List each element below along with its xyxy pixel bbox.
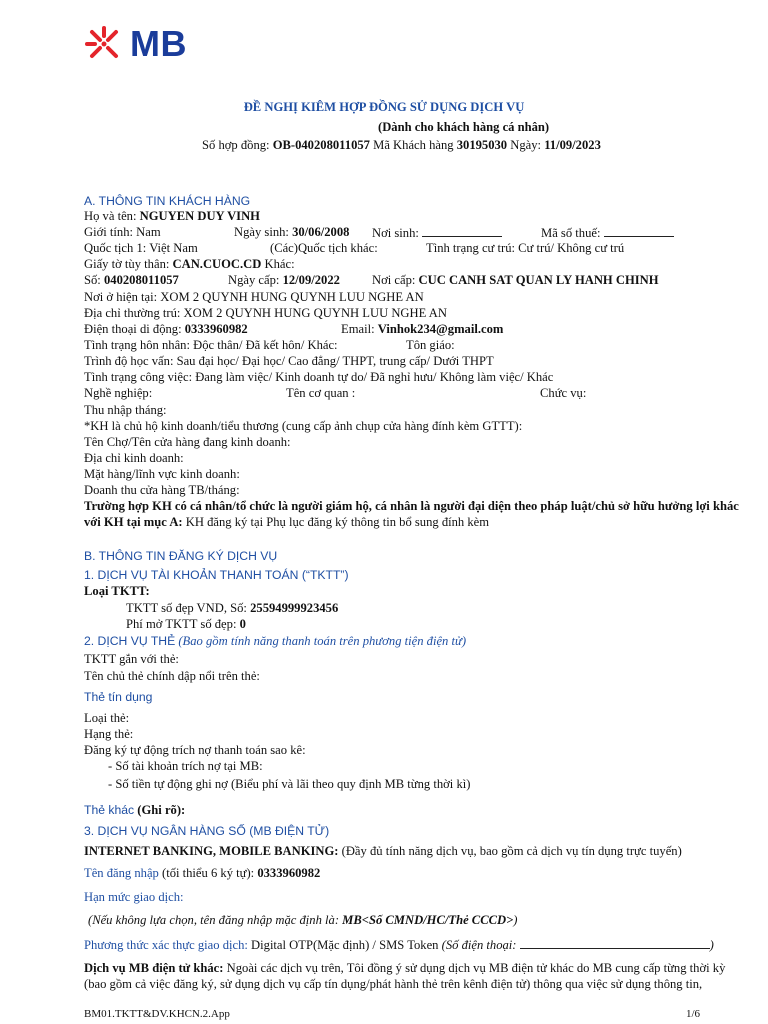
beneficial-owner-note-rest: KH đăng ký tại Phụ lục đăng ký thông tin bổ sung đính kèm bbox=[185, 515, 490, 529]
username-row bbox=[84, 866, 320, 881]
beneficial-owner-note-2 bbox=[84, 515, 489, 530]
internet-banking-label: INTERNET BANKING, MOBILE BANKING: bbox=[84, 844, 339, 858]
auth-phone-label: (Số điện thoại: bbox=[441, 938, 517, 952]
section-b-heading: B. THÔNG TIN ĐĂNG KÝ DỊCH VỤ bbox=[84, 549, 278, 563]
account-number-label: TKTT số đẹp VND, Số: bbox=[126, 601, 247, 615]
default-username-text: (Nếu không lựa chọn, tên đăng nhập mặc định là: bbox=[88, 913, 340, 927]
gender-value: Nam bbox=[136, 225, 161, 239]
other-services-row-1 bbox=[84, 961, 725, 976]
auth-method-value: Digital OTP(Mặc định) / SMS Token bbox=[251, 938, 439, 952]
internet-banking-desc: (Đầy đủ tính năng dịch vụ, bao gồm cả dịch vụ tín dụng trực tuyến) bbox=[341, 844, 682, 858]
other-card-row bbox=[84, 803, 185, 818]
agency-label: Tên cơ quan : bbox=[286, 386, 356, 400]
account-fee-row bbox=[126, 617, 246, 632]
id-doc-row bbox=[84, 257, 295, 272]
account-number-row bbox=[126, 601, 338, 616]
customer-name: NGUYEN DUY VINH bbox=[139, 209, 260, 223]
pob-blank bbox=[422, 225, 502, 237]
name-label: Họ và tên: bbox=[84, 209, 137, 223]
contract-number: OB-040208011057 bbox=[272, 138, 370, 152]
pob-label: Nơi sinh: bbox=[372, 226, 419, 240]
issue-date-value: 12/09/2022 bbox=[282, 273, 340, 287]
current-address-row bbox=[84, 290, 424, 305]
bullet-dash: - bbox=[108, 777, 116, 791]
pob-group bbox=[372, 225, 502, 241]
contract-label: Số hợp đồng: bbox=[202, 138, 270, 152]
document-title: ĐỀ NGHỊ KIÊM HỢP ĐỒNG SỬ DỤNG DỊCH VỤ bbox=[243, 100, 525, 114]
id-doc-other: Khác: bbox=[264, 257, 295, 271]
occupation-label: Nghề nghiệp: bbox=[84, 386, 153, 400]
business-address-label: Địa chỉ kinh doanh: bbox=[84, 451, 184, 465]
education-level: Trình độ học vấn: Sau đại học/ Đại học/ Cao đẳng/ THPT, trung cấp/ Dưới THPT bbox=[84, 354, 494, 368]
debit-account-row bbox=[108, 759, 263, 774]
beneficial-owner-note-1: Trường hợp KH có cá nhân/tổ chức là người giám hộ, cá nhân là người đại diện theo pháp luật/chủ sở hữu hưởng lợi khác bbox=[84, 499, 739, 513]
phone-group bbox=[84, 322, 248, 337]
phone-label: Điện thoại di động: bbox=[84, 322, 182, 336]
gender-label: Giới tính: bbox=[84, 225, 133, 239]
mb-star-icon bbox=[84, 26, 124, 62]
marital-status: Tình trạng hôn nhân: Độc thân/ Đã kết hôn/ Khác: bbox=[84, 338, 338, 352]
residency-label: Tình trạng cư trú: Cư trú/ Không cư trú bbox=[426, 241, 625, 255]
credit-card-heading: Thẻ tín dụng bbox=[84, 690, 153, 704]
id-no-label: Số: bbox=[84, 273, 101, 287]
issue-place-group bbox=[372, 273, 659, 288]
id-no-value: 040208011057 bbox=[103, 273, 179, 287]
id-doc-label: Giấy tờ tùy thân: bbox=[84, 257, 170, 271]
account-fee-label: Phí mở TKTT số đẹp: bbox=[126, 617, 237, 631]
id-no-group bbox=[84, 273, 179, 288]
card-service-heading-row bbox=[84, 634, 466, 649]
phone-value: 0333960982 bbox=[184, 322, 248, 336]
issue-date-label: Ngày cấp: bbox=[228, 273, 280, 287]
current-address-label: Nơi ở hiện tại: bbox=[84, 290, 158, 304]
permanent-address-value: XOM 2 QUYNH HUNG QUYNH LUU NGHE AN bbox=[183, 306, 447, 320]
debit-amount-label: Số tiền tự động ghi nợ (Biểu phí và lãi theo quy định MB từng thời kì) bbox=[115, 777, 471, 791]
nationality-value: Việt Nam bbox=[149, 241, 198, 255]
default-username-close: ) bbox=[513, 913, 518, 927]
auth-method-label: Phương thức xác thực giao dịch: bbox=[84, 938, 248, 952]
other-nationality-label: (Các)Quốc tịch khác: bbox=[270, 241, 378, 255]
internet-banking-row bbox=[84, 844, 682, 859]
page-number: 1/6 bbox=[686, 1008, 701, 1020]
email-label: Email: bbox=[341, 322, 375, 336]
contract-date: 11/09/2023 bbox=[544, 138, 601, 152]
contract-line bbox=[202, 138, 601, 153]
embossed-name-label: Tên chủ thẻ chính dập nổi trên thẻ: bbox=[84, 669, 260, 683]
payment-account-heading: 1. DỊCH VỤ TÀI KHOẢN THANH TOÁN (“TKTT”) bbox=[84, 568, 349, 582]
permanent-address-row bbox=[84, 306, 447, 321]
customer-code: 30195030 bbox=[456, 138, 508, 152]
issue-place-label: Nơi cấp: bbox=[372, 273, 416, 287]
nationality-group bbox=[84, 241, 198, 256]
card-service-note: (Bao gồm tính năng thanh toán trên phương tiện điện tử) bbox=[178, 634, 467, 648]
bullet-dash: - bbox=[108, 759, 116, 773]
other-card-note: (Ghi rõ): bbox=[137, 803, 186, 817]
religion-label: Tôn giáo: bbox=[406, 338, 455, 352]
business-note: *KH là chủ hộ kinh doanh/tiểu thương (cung cấp ảnh chụp cửa hàng đính kèm GTTT): bbox=[84, 419, 523, 433]
card-service-heading: 2. DỊCH VỤ THẺ bbox=[84, 634, 176, 648]
account-fee: 0 bbox=[239, 617, 246, 631]
username-value: 0333960982 bbox=[257, 866, 321, 880]
business-revenue-label: Doanh thu cửa hàng TB/tháng: bbox=[84, 483, 240, 497]
issue-date-group bbox=[228, 273, 340, 288]
mb-logo bbox=[84, 23, 187, 64]
permanent-address-label: Địa chỉ thường trú: bbox=[84, 306, 181, 320]
section-a-heading: A. THÔNG TIN KHÁCH HÀNG bbox=[84, 194, 251, 208]
debit-account-label: Số tài khoản trích nợ tại MB: bbox=[115, 759, 263, 773]
auth-method-row bbox=[84, 937, 714, 953]
other-services-label: Dịch vụ MB điện tử khác: bbox=[84, 961, 224, 975]
email-value: Vinhok234@gmail.com bbox=[377, 322, 504, 336]
beneficial-owner-note-bold: với KH tại mục A: bbox=[84, 515, 183, 529]
username-label: Tên đăng nhập bbox=[84, 866, 159, 880]
document-subtitle: (Dành cho khách hàng cá nhân) bbox=[378, 120, 550, 134]
dob-label: Ngày sinh: bbox=[234, 225, 289, 239]
auth-phone-blank bbox=[520, 937, 710, 949]
default-username-value: MB<Số CMND/HC/Thẻ CCCD> bbox=[342, 913, 514, 927]
name-row bbox=[84, 209, 260, 224]
form-code: BM01.TKTT&DV.KHCN.2.App bbox=[84, 1008, 230, 1020]
market-name-label: Tên Chợ/Tên cửa hàng đang kinh doanh: bbox=[84, 435, 291, 449]
dob-value: 30/06/2008 bbox=[292, 225, 350, 239]
account-type-label: Loại TKTT: bbox=[84, 584, 150, 598]
tax-blank bbox=[604, 225, 674, 237]
tax-label: Mã số thuế: bbox=[541, 226, 601, 240]
card-type-label: Loại thẻ: bbox=[84, 711, 130, 725]
customer-code-label: Mã Khách hàng bbox=[373, 138, 454, 152]
digital-banking-heading: 3. DỊCH VỤ NGÂN HÀNG SỐ (MB ĐIỆN TỬ) bbox=[84, 824, 330, 838]
logo-text: MB bbox=[130, 23, 187, 64]
employment-status: Tình trạng công việc: Đang làm việc/ Kinh doanh tự do/ Đã nghỉ hưu/ Không làm việc/ Khác bbox=[84, 370, 554, 384]
issue-place-value: CUC CANH SAT QUAN LY HANH CHINH bbox=[418, 273, 659, 287]
transaction-limit-label: Hạn mức giao dịch: bbox=[84, 890, 184, 904]
nationality-label: Quốc tịch 1: bbox=[84, 241, 147, 255]
tax-group bbox=[541, 225, 674, 241]
income-label: Thu nhập tháng: bbox=[84, 403, 167, 417]
auth-phone-close: ) bbox=[709, 938, 714, 952]
business-goods-label: Mặt hàng/lĩnh vực kinh doanh: bbox=[84, 467, 240, 481]
other-services-text-1: Ngoài các dịch vụ trên, Tôi đồng ý sử dụng dịch vụ MB điện tử khác do MB cung cấp từng thời kỳ bbox=[226, 961, 726, 975]
current-address-value: XOM 2 QUYNH HUNG QUYNH LUU NGHE AN bbox=[160, 290, 424, 304]
debit-amount-row bbox=[108, 777, 470, 792]
account-number: 25594999923456 bbox=[250, 601, 339, 615]
card-rank-label: Hạng thẻ: bbox=[84, 727, 134, 741]
username-hint: (tối thiểu 6 ký tự): bbox=[162, 866, 255, 880]
gender-row bbox=[84, 225, 161, 240]
date-label: Ngày: bbox=[510, 138, 542, 152]
linked-account-label: TKTT gắn với thẻ: bbox=[84, 652, 179, 666]
position-label: Chức vụ: bbox=[540, 386, 587, 400]
other-card-label: Thẻ khác bbox=[84, 803, 135, 817]
email-group bbox=[341, 322, 503, 337]
id-doc-value: CAN.CUOC.CD bbox=[172, 257, 262, 271]
dob-group bbox=[234, 225, 349, 240]
auto-debit-label: Đăng ký tự động trích nợ thanh toán sao kê: bbox=[84, 743, 306, 757]
other-services-text-2: (bao gồm cả việc đăng ký, sử dụng dịch vụ cấp tín dụng/phát hành thẻ trên kênh điện tử) thông qua việc sử dụng thông tin, bbox=[84, 977, 703, 991]
default-username-note bbox=[88, 913, 518, 928]
